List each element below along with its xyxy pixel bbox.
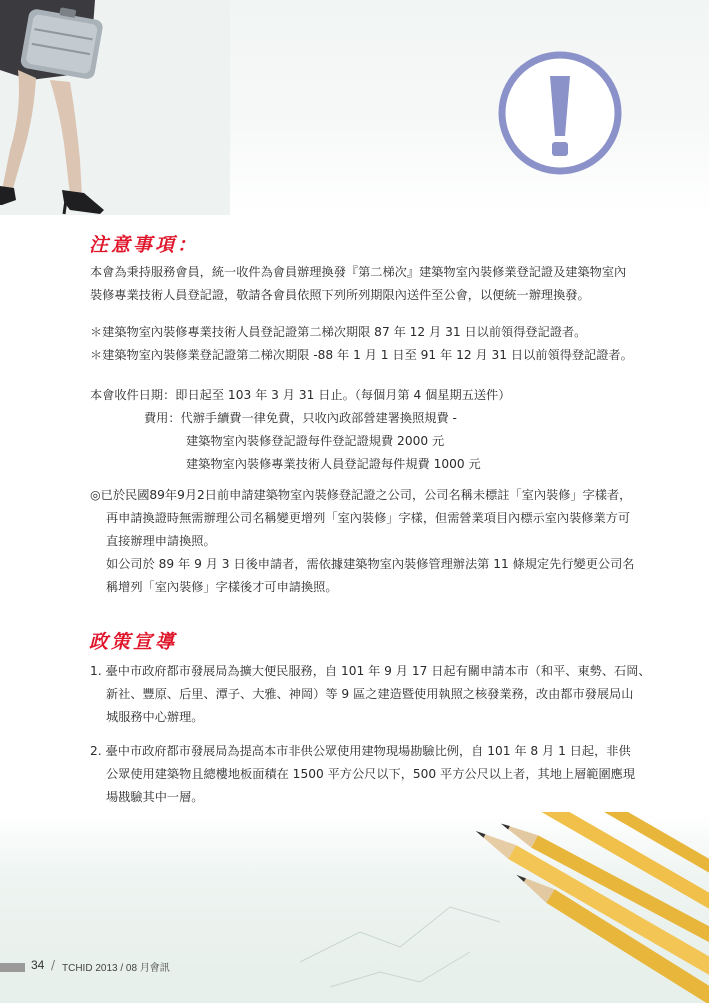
hero-banner [0,0,709,215]
page-number: 34 [31,958,45,972]
notice-intro-line: 本會為秉持服務會員，統一收件為會員辦理換發『第二梯次』建築物室內裝修業登記證及建築物室內 [90,265,627,279]
fee-item: 建築物室內裝修登記證每件登記證規費 2000 元 [186,434,445,448]
policy-item [90,740,635,809]
policy-item-line: 公眾使用建築物且總樓地板面積在 1500 平方公尺以下，500 平方公尺以上者，其地上層範圍應現 [106,767,636,781]
notice-deadlines [90,321,633,367]
footer-slash: / [51,958,56,972]
notice-intro [90,261,626,307]
policy-item-line: 2. 臺中市政府都市發展局為提高本市非供公眾使用建物現場勘驗比例，自 101 年 8 月 1 日起，非供 [90,744,631,758]
note-line: ◎已於民國89年9月2日前申請建築物室內裝修登記證之公司，公司名稱未標註「室內裝修」字樣者， [90,488,632,502]
policy-item-line: 城服務中心辦理。 [106,710,204,724]
policy-item-line: 1. 臺中市政府都市發展局為擴大便民服務，自 101 年 9 月 17 日起有關申請本市（和平、東勢、石岡、 [90,664,651,678]
fee-line: 費用：代辦手續費一律免費，只收內政部營建署換照規費 - [144,411,457,425]
deadline-item: ＊建築物室內裝修專業技術人員登記證第二梯次期限 87 年 12 月 31 日以前領得登記證者。 [90,325,587,339]
publication-label: TCHID 2013 / 08 月會訊 [62,963,170,974]
fee-item: 建築物室內裝修專業技術人員登記證每件規費 1000 元 [186,457,481,471]
businesswoman-briefcase-photo [0,0,230,215]
policy-item [90,660,651,729]
policy-item-line: 場戡驗其中一層。 [106,790,204,804]
footer-bar [0,963,25,972]
note-line: 稱增列「室內裝修」字樣後才可申請換照。 [106,580,338,594]
notice-title: 注意事項： [89,234,200,256]
page-footer [0,958,709,978]
notice-intro-line: 裝修專業技術人員登記證，敬請各會員依照下列所列期限內送件至公會，以便統一辦理換發。 [90,288,590,302]
deadline-item: ＊建築物室內裝修業登記證第二梯次期限 -88 年 1 月 1 日至 91 年 12 月 31 日以前領得登記證者。 [90,348,633,362]
exclamation-icon [497,50,623,176]
policy-title: 政策宣導 [89,631,178,653]
policy-item-line: 新社、豐原、后里、潭子、大雅、神岡）等 9 區之建造暨使用執照之核發業務，改由都市發展局山 [106,687,634,701]
note-line: 再申請換證時無需辦理公司名稱變更增列「室內裝修」字樣，但需營業項目內標示室內裝修業方可 [106,511,631,525]
note-line: 如公司於 89 年 9 月 3 日後申請者，需依據建築物室內裝修管理辦法第 11 條規定先行變更公司名 [106,557,635,571]
notice-note [90,484,634,599]
collection-date: 本會收件日期：即日起至 103 年 3 月 31 日止。（每個月第 4 個星期五送件） [90,388,511,402]
collection-info [90,384,510,476]
note-line: 直接辦理申請換照。 [106,534,216,548]
